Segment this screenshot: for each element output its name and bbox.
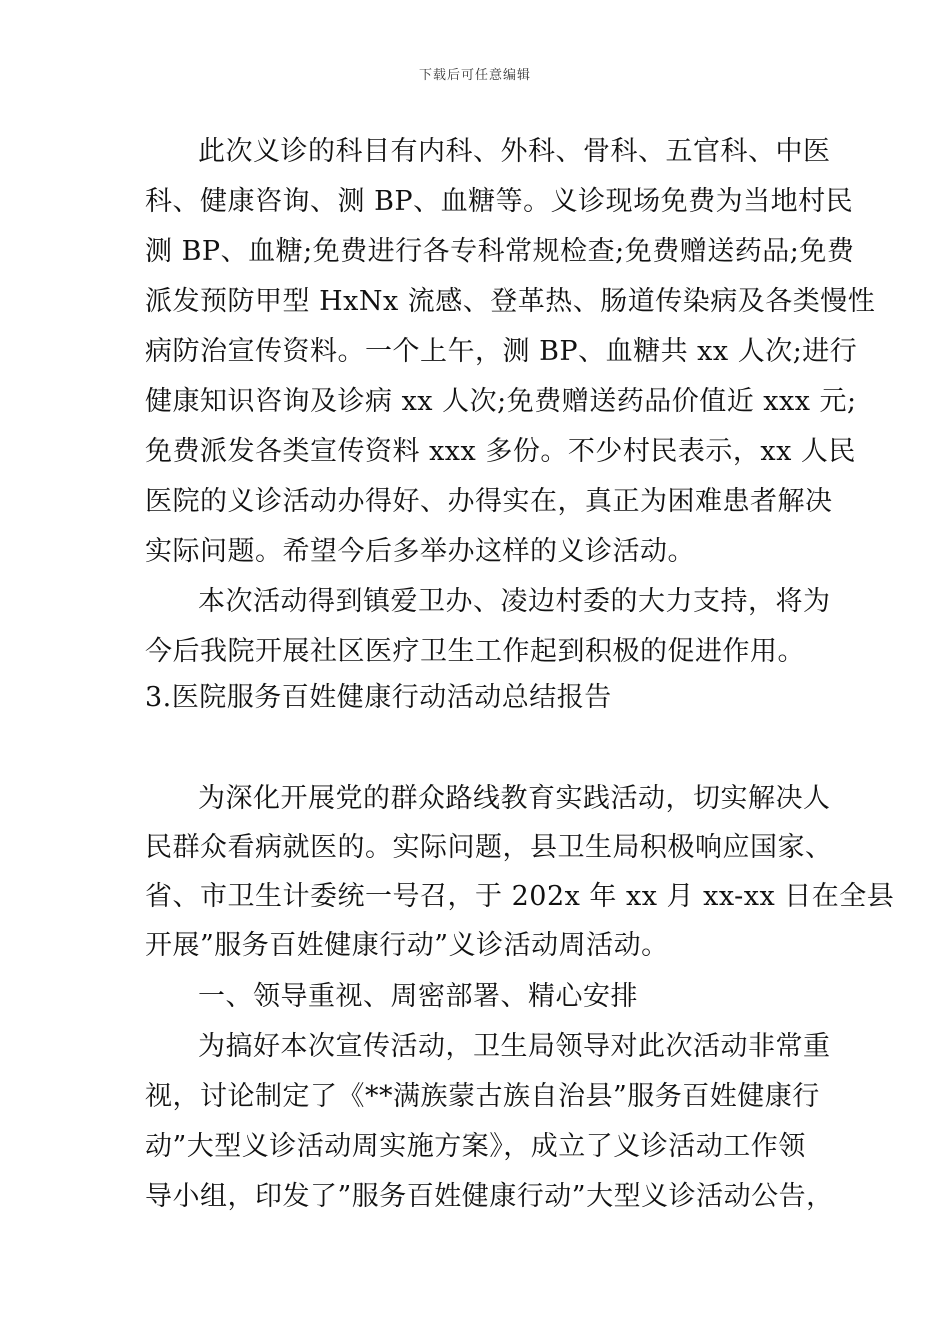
paragraph-line: 病防治宣传资料。一个上午，测 BP、血糖共 xx 人次;进行	[145, 336, 858, 367]
paragraph-line: 本次活动得到镇爱卫办、凌边村委的大力支持，将为	[198, 586, 831, 617]
paragraph-line: 测 BP、血糖;免费进行各专科常规检查;免费赠送药品;免费	[145, 236, 855, 267]
paragraph-line: 动”大型义诊活动周实施方案》，成立了义诊活动工作领	[145, 1131, 806, 1162]
paragraph-line: 医院的义诊活动办得好、办得实在，真正为困难患者解决	[145, 486, 833, 517]
section-heading: 3.医院服务百姓健康行动活动总结报告	[145, 682, 612, 713]
paragraph-line: 科、健康咨询、测 BP、血糖等。义诊现场免费为当地村民	[145, 186, 854, 217]
paragraph-line: 今后我院开展社区医疗卫生工作起到积极的促进作用。	[145, 636, 805, 667]
paragraph-line: 视，讨论制定了《**满族蒙古族自治县”服务百姓健康行	[145, 1081, 820, 1112]
subheading: 一、领导重视、周密部署、精心安排	[198, 981, 638, 1012]
paragraph-line: 派发预防甲型 HxNx 流感、登革热、肠道传染病及各类慢性	[145, 286, 876, 317]
paragraph-line: 健康知识咨询及诊病 xx 人次;免费赠送药品价值近 xxx 元;	[145, 386, 857, 417]
paragraph-line: 为深化开展党的群众路线教育实践活动，切实解决人	[198, 783, 831, 814]
paragraph-line: 为搞好本次宣传活动，卫生局领导对此次活动非常重	[198, 1031, 831, 1062]
paragraph-line: 民群众看病就医的。实际问题，县卫生局积极响应国家、	[145, 832, 833, 863]
paragraph-line: 此次义诊的科目有内科、外科、骨科、五官科、中医	[198, 136, 831, 167]
paragraph-line: 开展”服务百姓健康行动”义诊活动周活动。	[145, 930, 669, 961]
paragraph-line: 导小组，印发了”服务百姓健康行动”大型义诊活动公告，	[145, 1181, 834, 1212]
paragraph-line: 省、市卫生计委统一号召，于 202x 年 xx 月 xx-xx 日在全县	[145, 881, 895, 912]
paragraph-line: 实际问题。希望今后多举办这样的义诊活动。	[145, 536, 695, 567]
header-note: 下载后可任意编辑	[418, 68, 531, 83]
paragraph-line: 免费派发各类宣传资料 xxx 多份。不少村民表示，xx 人民	[145, 436, 856, 467]
